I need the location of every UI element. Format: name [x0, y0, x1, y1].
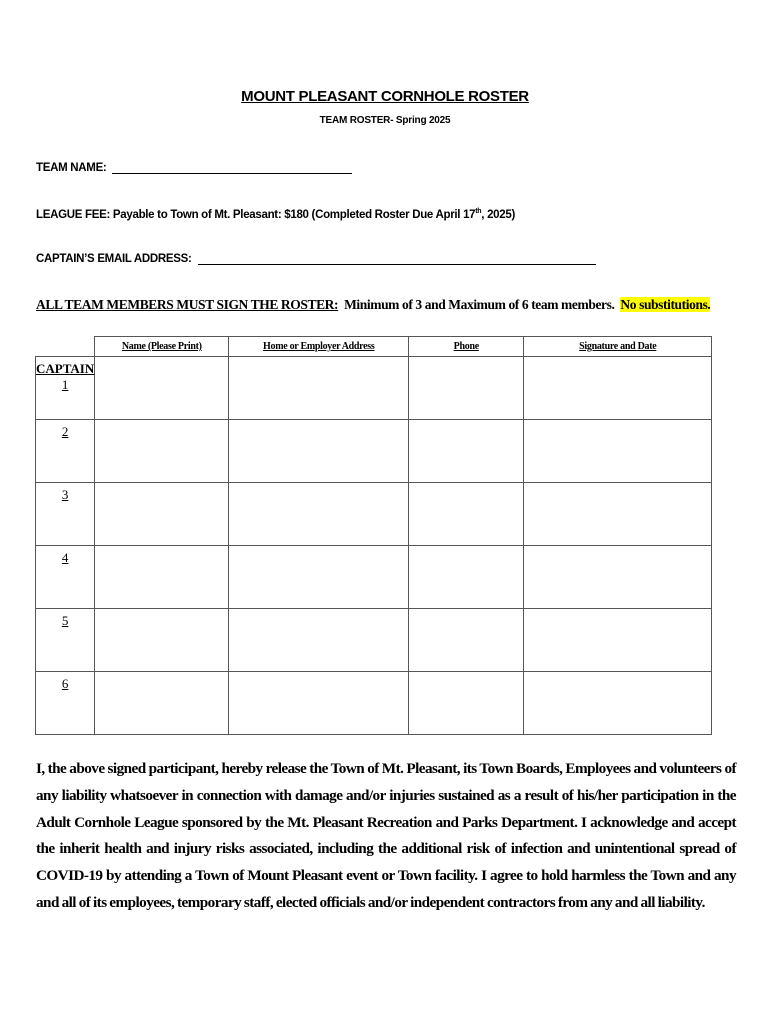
phone-cell[interactable] — [409, 672, 524, 735]
table-row — [36, 420, 712, 483]
signature-cell[interactable] — [524, 420, 712, 483]
column-header-name: Name (Please Print) — [95, 337, 229, 357]
address-cell[interactable] — [229, 357, 409, 420]
signature-cell[interactable] — [524, 672, 712, 735]
row-number: 5 — [36, 609, 95, 672]
address-cell[interactable] — [229, 609, 409, 672]
members-note-lead: ALL TEAM MEMBERS MUST SIGN THE ROSTER: — [36, 297, 339, 312]
phone-cell[interactable] — [409, 609, 524, 672]
captain-label: CAPTAIN — [36, 361, 95, 376]
address-cell[interactable] — [229, 672, 409, 735]
table-row — [36, 672, 712, 735]
team-name-label: TEAM NAME: — [36, 162, 107, 174]
column-header-phone: Phone — [409, 337, 524, 357]
signature-cell[interactable] — [524, 609, 712, 672]
signature-cell[interactable] — [524, 483, 712, 546]
table-row — [36, 483, 712, 546]
roster-table — [35, 336, 712, 735]
corner-cell — [36, 337, 95, 357]
column-header-address: Home or Employer Address — [229, 337, 409, 357]
row-number: 3 — [36, 483, 95, 546]
captain-email-line — [36, 252, 596, 265]
name-cell[interactable] — [95, 546, 229, 609]
row-number: CAPTAIN 1 — [36, 357, 95, 420]
address-cell[interactable] — [229, 546, 409, 609]
league-fee-line — [36, 208, 515, 221]
team-name-line — [36, 161, 352, 174]
league-fee-text: LEAGUE FEE: Payable to Town of Mt. Pleasant: $180 (Completed Roster Due April 17 — [36, 208, 476, 221]
row-number: 2 — [36, 420, 95, 483]
document-subtitle: TEAM ROSTER- Spring 2025 — [319, 115, 451, 126]
roster-header-row — [36, 337, 712, 357]
signature-cell[interactable] — [524, 357, 712, 420]
phone-cell[interactable] — [409, 483, 524, 546]
name-cell[interactable] — [95, 357, 229, 420]
name-cell[interactable] — [95, 420, 229, 483]
name-cell[interactable] — [95, 672, 229, 735]
team-name-field[interactable] — [112, 161, 352, 174]
row-number: 6 — [36, 672, 95, 735]
members-note — [36, 297, 710, 313]
liability-waiver: I, the above signed participant, hereby release the Town of Mt. Pleasant, its Town Boards, Employees and volunteers of any liability whatsoever in connection with damage and/or injuries sustained as a result of his/her participation in the Adult Cornhole League sponsored by the Mt. Pleasant Recreation and Parks Department. I acknowledge and accept the inherit health and injury risks associated, including the additional risk of infection and unintentional spread of COVID-19 by attending a Town of Mount Pleasant event or Town facility. I agree to hold harmless the Town and any and all of its employees, temporary staff, elected officials and/or independent contractors from any and all liability. — [36, 760, 736, 911]
members-note-highlight: No substitutions. — [620, 297, 711, 312]
members-note-detail: Minimum of 3 and Maximum of 6 team members. — [338, 297, 621, 312]
phone-cell[interactable] — [409, 420, 524, 483]
league-fee-end: , 2025) — [481, 208, 515, 221]
signature-cell[interactable] — [524, 546, 712, 609]
phone-cell[interactable] — [409, 546, 524, 609]
column-header-signature: Signature and Date — [524, 337, 712, 357]
document-title: MOUNT PLEASANT CORNHOLE ROSTER — [241, 88, 529, 105]
address-cell[interactable] — [229, 420, 409, 483]
table-row — [36, 609, 712, 672]
phone-cell[interactable] — [409, 357, 524, 420]
name-cell[interactable] — [95, 609, 229, 672]
captain-email-label: CAPTAIN’S EMAIL ADDRESS: — [36, 253, 192, 265]
captain-email-field[interactable] — [198, 252, 596, 265]
row-number: 4 — [36, 546, 95, 609]
league-fee-sup: th — [475, 208, 482, 215]
table-row — [36, 546, 712, 609]
address-cell[interactable] — [229, 483, 409, 546]
table-row — [36, 357, 712, 420]
name-cell[interactable] — [95, 483, 229, 546]
